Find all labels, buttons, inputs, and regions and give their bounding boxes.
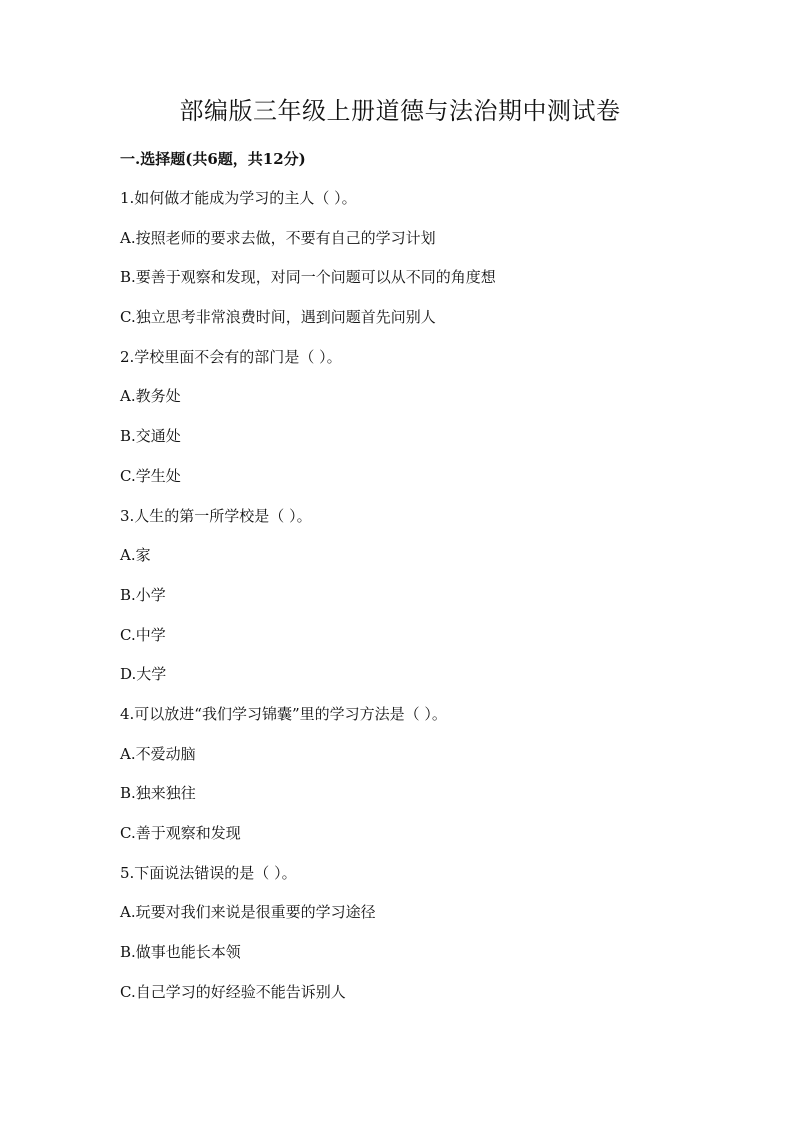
question-3-option-b: B.小学 [120, 585, 166, 604]
question-5-option-a: A.玩要对我们来说是很重要的学习途径 [120, 903, 376, 922]
question-1-option-b: B.要善于观察和发现，对同一个问题可以从不同的角度想 [120, 268, 496, 287]
question-3-stem: 3.人生的第一所学校是（ ）。 [120, 506, 312, 525]
question-1-option-c: C.独立思考非常浪费时间，遇到问题首先问别人 [120, 308, 436, 327]
question-4-stem: 4.可以放进“我们学习锦囊”里的学习方法是（ ）。 [120, 704, 447, 723]
question-4-option-b: B.独来独往 [120, 784, 196, 803]
question-2-option-c: C.学生处 [120, 466, 181, 485]
question-3-option-d: D.大学 [120, 665, 167, 684]
question-4-option-c: C.善于观察和发现 [120, 824, 241, 842]
question-3-option-a: A.家 [120, 546, 151, 565]
page-title: 部编版三年级上册道德与法治期中测试卷 [179, 97, 621, 125]
question-4-option-a: A.不爱动脑 [120, 744, 196, 763]
question-list [120, 187, 720, 1020]
question-3-option-c: C.中学 [120, 625, 166, 644]
question-2-option-a: A.教务处 [120, 387, 181, 406]
question-5-option-c: C.自己学习的好经验不能告诉别人 [120, 982, 346, 1001]
section-heading: 一.选择题(共6题，共12分) [120, 150, 306, 168]
question-1-stem: 1.如何做才能成为学习的主人（ ）。 [120, 189, 357, 207]
question-1-option-a: A.按照老师的要求去做，不要有自己的学习计划 [120, 228, 436, 247]
question-5-option-b: B.做事也能长本领 [120, 943, 241, 962]
question-5-stem: 5.下面说法错误的是（ ）。 [120, 863, 297, 882]
question-2-option-b: B.交通处 [120, 427, 181, 446]
question-2-stem: 2.学校里面不会有的部门是（ ）。 [120, 347, 342, 366]
